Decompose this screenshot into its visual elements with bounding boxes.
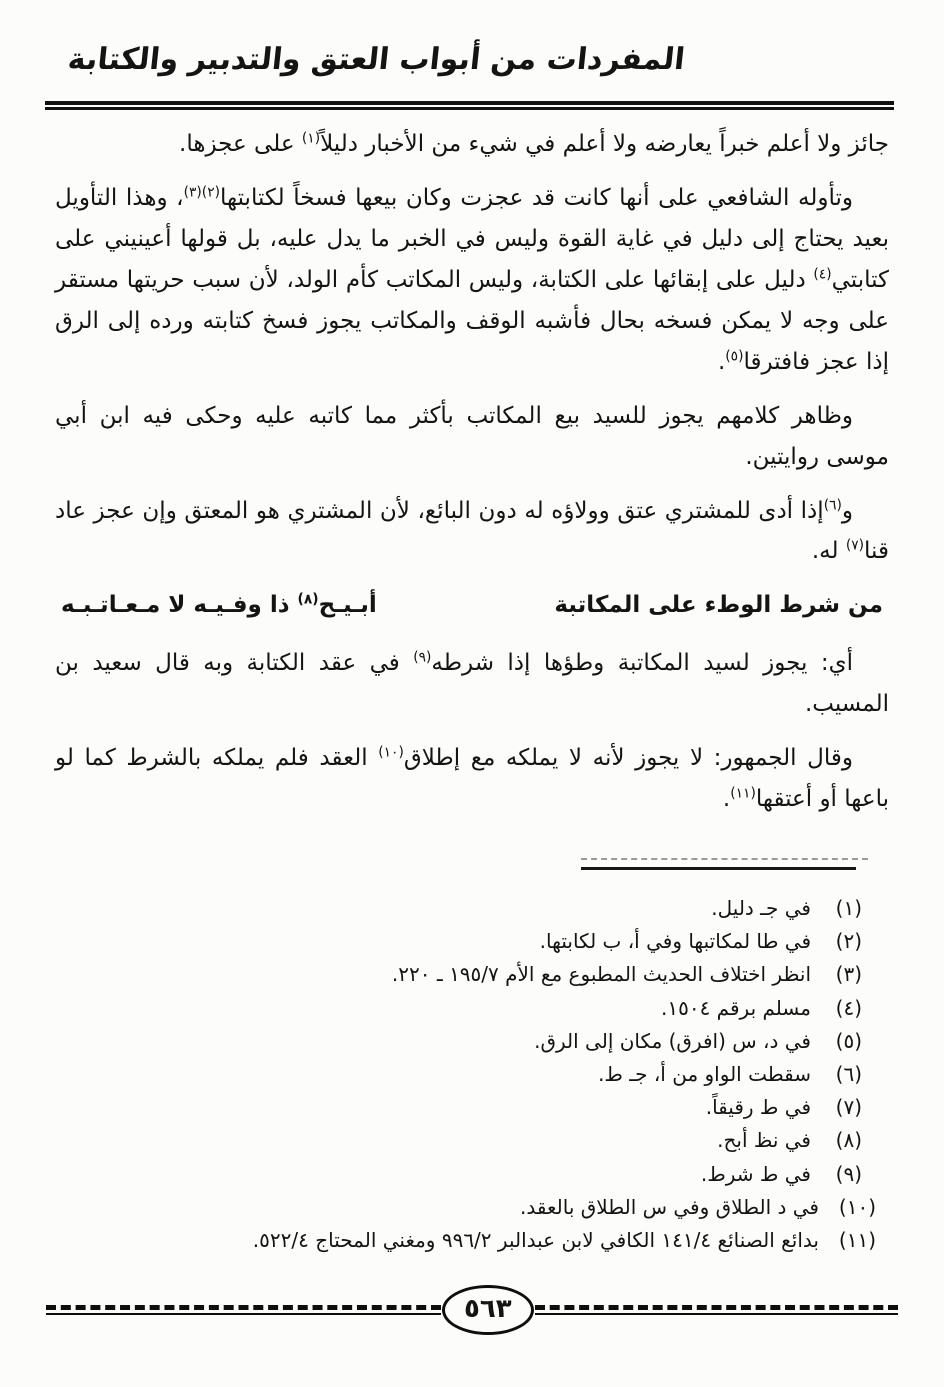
footnote-marker: (٧) (835, 1095, 862, 1120)
verse-text: ذا وفـيـه لا مـعـاتـبـه (61, 592, 298, 619)
paragraph (55, 396, 889, 478)
paragraph (55, 491, 889, 573)
footnote-marker: (٩) (835, 1161, 862, 1186)
paragraph-text: وتأوله الشافعي على أنها كانت قد عجزت وكان بيعها فسخاً لكتابتها (220, 184, 853, 211)
footnote-text: في د الطلاق وفي س الطلاق بالعقد. (520, 1194, 819, 1219)
footnote-separator-smudge (581, 858, 868, 860)
paragraph-text: و (841, 497, 853, 524)
main-text (55, 124, 889, 833)
header-divider-rule (45, 101, 894, 110)
footer-ornament (46, 1285, 898, 1335)
footnote-item (60, 1025, 862, 1058)
verse-first-hemistich: من شرط الوطء على المكاتبة (554, 592, 883, 619)
footnote-marker: (١١) (838, 1227, 876, 1252)
paragraph-text: إذا أدى للمشتري عتق وولاؤه له دون البائع، لأن المشتري هو المعتق وإن عجز عاد قنا (55, 497, 889, 565)
poetry-verse (55, 585, 889, 626)
footnote-ref-2-3: (٢)(٣) (183, 184, 220, 201)
verse-text: أبـيـح (318, 592, 377, 619)
footnote-marker: (١) (835, 896, 862, 920)
footnote-item (60, 1124, 862, 1157)
paragraph-text: له. (811, 538, 846, 565)
footnote-marker: (٢) (835, 929, 862, 954)
footnote-ref-1: (١) (301, 130, 321, 147)
footnote-item (60, 1191, 876, 1224)
paragraph-text: العقد فلم يملكه بالشرط كما لو باعها أو أعتقها (55, 745, 889, 813)
paragraph-text: على عجزها. (179, 131, 302, 157)
paragraph (55, 178, 889, 383)
footnote-text: في جـ دليل. (711, 896, 811, 920)
footnote-item (60, 992, 862, 1025)
paragraph-text: . (717, 348, 726, 375)
paragraph (55, 643, 889, 725)
footnote-ref-9: (٩) (413, 649, 432, 666)
footnote-text: في د، س (افرق) مكان إلى الرق. (534, 1028, 811, 1053)
paragraph-text: . (722, 786, 731, 813)
footnote-item (60, 1091, 862, 1124)
paragraph (55, 124, 889, 165)
footnote-ref-4: (٤) (813, 266, 832, 283)
paragraph-text: ، وهذا التأويل بعيد يحتاج إلى دليل في غاية القوة وليس في الخبر ما يدل عليه، بل قولها أعينيني على كتابتي (55, 184, 889, 293)
paragraph-text: أي: يجوز لسيد المكاتبة وطؤها إذا شرطه (431, 650, 853, 677)
footnotes-block (60, 892, 876, 1257)
footnote-text: في ط شرط. (700, 1161, 811, 1186)
footnote-marker: (٤) (835, 995, 862, 1020)
footnote-text: مسلم برقم ١٥٠٤. (660, 995, 811, 1020)
footnote-marker: (١٠) (838, 1194, 876, 1219)
paragraph-text: وقال الجمهور: لا يجوز لأنه لا يملكه مع إطلاق (403, 745, 853, 772)
footnote-text: في ط رقيقاً. (705, 1095, 811, 1120)
footnote-marker: (٥) (835, 1028, 862, 1053)
footnote-separator-zone (581, 858, 856, 870)
footnote-item (60, 958, 862, 991)
footnote-ref-5: (٥) (725, 348, 744, 365)
footnote-text: سقطت الواو من أ، جـ ط. (598, 1061, 811, 1086)
footnote-item (60, 892, 862, 925)
footnote-ref-10: (١٠) (378, 744, 404, 761)
footnote-ref-11: (١١) (730, 785, 756, 802)
footnote-ref-8: (٨) (297, 591, 319, 608)
footnote-text: انظر اختلاف الحديث المطبوع مع الأم ١٩٥/٧ ـ ٢٢٠. (391, 962, 811, 987)
footnote-marker: (٨) (835, 1128, 862, 1153)
footnote-ref-6: (٦) (823, 496, 842, 513)
paragraph-text: جائز ولا أعلم خبراً يعارضه ولا أعلم في شيء من الأخبار دليلاً (320, 131, 889, 157)
footnote-text: في نظ أبح. (717, 1128, 811, 1153)
footnote-item (60, 1158, 862, 1191)
page-number-oval (442, 1285, 534, 1335)
paragraph-text: في عقد الكتابة وبه قال سعيد بن المسيب. (55, 650, 889, 718)
footnote-item (60, 925, 862, 958)
footnote-item (60, 1058, 862, 1091)
footnote-separator-rule (581, 867, 856, 870)
verse-second-hemistich (61, 585, 377, 626)
footnote-marker: (٣) (835, 962, 862, 987)
footer-dashed-rule (46, 1305, 441, 1315)
footnote-ref-7: (٧) (845, 537, 865, 554)
page-number: ٥٦٣ (464, 1293, 512, 1324)
running-head-title: المفردات من أبواب العتق والتدبير والكتابة (66, 42, 687, 77)
footnote-marker: (٦) (835, 1061, 862, 1086)
footnote-item (60, 1224, 876, 1257)
footnote-text: بدائع الصنائع ١٤١/٤ الكافي لابن عبدالبر ٩٩٦/٢ ومغني المحتاج ٥٢٢/٤. (252, 1227, 819, 1252)
paragraph (55, 738, 889, 820)
footnote-text: في طا لمكاتبها وفي أ، ب لكابتها. (539, 929, 811, 954)
footer-dashed-rule (535, 1305, 898, 1315)
paragraph-text: دليل على إبقائها على الكتابة، وليس المكاتب كأم الولد، لأن سبب حريتها مستقر على وجه لا يمكن فسخه بحال فأشبه الوقف والمكاتب يجوز فسخ كتابته ورده إلى الرق إذا عجز فافترقا (55, 266, 889, 375)
paragraph-text: وظاهر كلامهم يجوز للسيد بيع المكاتب بأكثر مما كاتبه عليه وحكى فيه ابن أبي موسى روايتين. (55, 402, 889, 470)
